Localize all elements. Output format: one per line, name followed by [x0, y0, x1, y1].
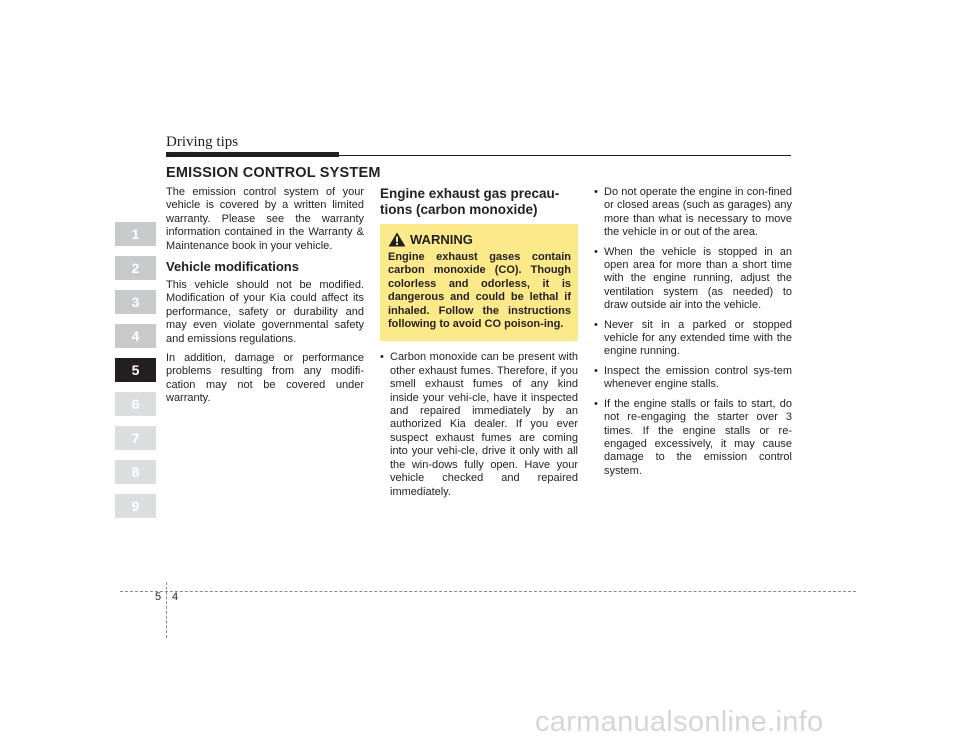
modifications-paragraph: This vehicle should not be modified. Modification of your Kia could affect its performance, safety or durability and may even violate governmental safety and emissions regulations. — [166, 279, 364, 345]
warning-text: Engine exhaust gases contain carbon monoxide (CO). Though colorless and odorless, it is dangerous and could be lethal if inhaled. Follow the instructions following to avoid CO poison-ing. — [388, 251, 571, 331]
subheading-exhaust-gas: Engine exhaust gas precau-tions (carbon monoxide) — [380, 186, 560, 217]
footer-divider-vertical — [166, 582, 167, 638]
warranty-paragraph: In addition, damage or performance problems resulting from any modifi-cation may not be covered under warranty. — [166, 352, 364, 405]
column-right — [594, 186, 792, 484]
list-item: • Never sit in a parked or stopped vehicle for any extended time with the engine running. — [594, 319, 792, 359]
chapter-tab-7[interactable]: 7 — [115, 426, 156, 450]
chapter-tab-9[interactable]: 9 — [115, 494, 156, 518]
section-header: Driving tips — [166, 134, 239, 150]
safety-bullet-list — [594, 186, 792, 478]
warning-triangle-icon — [388, 232, 406, 247]
header-rule-thick — [166, 152, 339, 157]
list-item: • When the vehicle is stopped in an open area for more than a short time with the engine running, adjust the ventilation system (as needed) to draw outside air into the vehicle. — [594, 246, 792, 313]
intro-paragraph: The emission control system of your vehicle is covered by a written limited warranty. Please see the warranty information contained in the Warranty & Maintenance book in your vehicle. — [166, 186, 364, 252]
chapter-tab-2[interactable]: 2 — [115, 256, 156, 280]
list-item: • Inspect the emission control sys-tem whenever engine stalls. — [594, 365, 792, 392]
list-item: • Carbon monoxide can be present with other exhaust fumes. Therefore, if you smell exhaust fumes of any kind inside your vehi-cle, have it inspected and repaired immediately by an authorized Kia dealer. If you ever suspect exhaust fumes are coming into your vehi-cle, drive it only with all the win-dows fully open. Have your vehicle checked and repaired immediately. — [380, 351, 578, 498]
exhaust-bullet-list — [380, 351, 578, 498]
chapter-tab-1[interactable]: 1 — [115, 222, 156, 246]
column-left — [166, 186, 364, 412]
page-title: EMISSION CONTROL SYSTEM — [166, 165, 381, 181]
watermark: carmanualsonline.info — [535, 706, 824, 738]
chapter-tab-3[interactable]: 3 — [115, 290, 156, 314]
warning-header — [388, 232, 571, 247]
warning-box — [380, 224, 578, 341]
chapter-tab-6[interactable]: 6 — [115, 392, 156, 416]
footer-divider — [120, 591, 856, 592]
header-rule-thin — [339, 155, 791, 156]
chapter-tab-8[interactable]: 8 — [115, 460, 156, 484]
list-item: • Do not operate the engine in con-fined or closed areas (such as garages) any more than what is necessary to move the vehicle in or out of the area. — [594, 186, 792, 240]
chapter-tab-5[interactable]: 5 — [115, 358, 156, 382]
column-middle — [380, 186, 578, 505]
chapter-tab-4[interactable]: 4 — [115, 324, 156, 348]
list-item: • If the engine stalls or fails to start, do not re-engaging the starter over 3 times. If the engine stalls or re-engaged excessively, it may cause damage to the emission control system. — [594, 398, 792, 478]
subheading-vehicle-modifications: Vehicle modifications — [166, 259, 299, 275]
chapter-number: 5 — [155, 591, 162, 603]
warning-label: WARNING — [410, 231, 473, 247]
page-number: 4 — [172, 591, 179, 603]
